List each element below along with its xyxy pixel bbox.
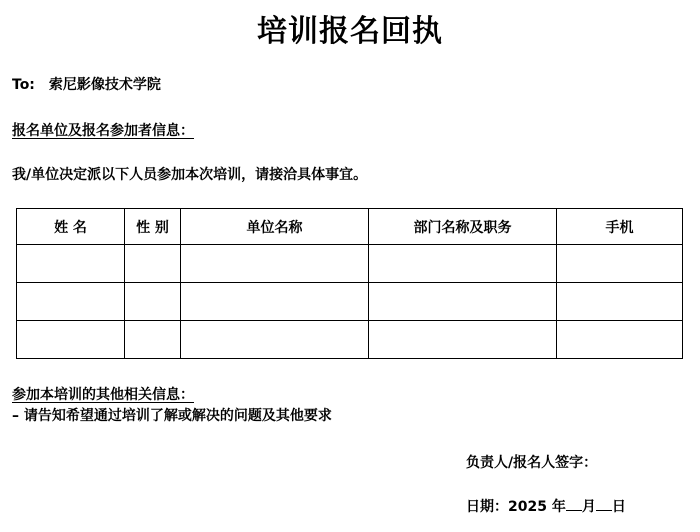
table-cell[interactable] [17,283,125,321]
header-name: 姓 名 [17,209,125,245]
recipient-name: 索尼影像技术学院 [48,77,161,93]
date-label: 日期： [466,499,508,515]
signature-label: 负责人/报名人签字： [466,455,598,471]
table-cell[interactable] [181,321,369,359]
other-requirements-note: – 请告知希望通过培训了解或解决的问题及其他要求 [12,408,332,424]
month-blank[interactable] [566,499,582,511]
header-company: 单位名称 [181,209,369,245]
section-heading-other-info: 参加本培训的其他相关信息： [12,387,194,403]
recipient-line [12,74,161,94]
table-cell[interactable] [125,321,181,359]
table-cell[interactable] [557,245,683,283]
date-line [466,496,626,516]
table-row [17,283,683,321]
table-row [17,321,683,359]
intro-text: 我/单位决定派以下人员参加本次培训，请接洽具体事宜。 [12,167,368,183]
table-cell[interactable] [17,245,125,283]
table-cell[interactable] [181,283,369,321]
table-cell[interactable] [181,245,369,283]
date-day: 日 [611,499,626,515]
to-label: To: [12,77,35,93]
table-cell[interactable] [17,321,125,359]
table-header-row [17,209,683,245]
table-cell[interactable] [557,321,683,359]
registration-table [16,208,683,359]
header-department-position: 部门名称及职务 [369,209,557,245]
date-month: 月 [581,499,596,515]
table-cell[interactable] [369,245,557,283]
document-title: 培训报名回执 [257,14,443,49]
section-heading-participants: 报名单位及报名参加者信息： [12,123,194,139]
day-blank[interactable] [596,499,612,511]
header-gender: 性 别 [125,209,181,245]
table-cell[interactable] [125,245,181,283]
table-row [17,245,683,283]
table-cell[interactable] [369,283,557,321]
table-cell[interactable] [557,283,683,321]
date-year: 2025 年 [508,499,566,515]
header-mobile: 手机 [557,209,683,245]
table-cell[interactable] [125,283,181,321]
table-cell[interactable] [369,321,557,359]
